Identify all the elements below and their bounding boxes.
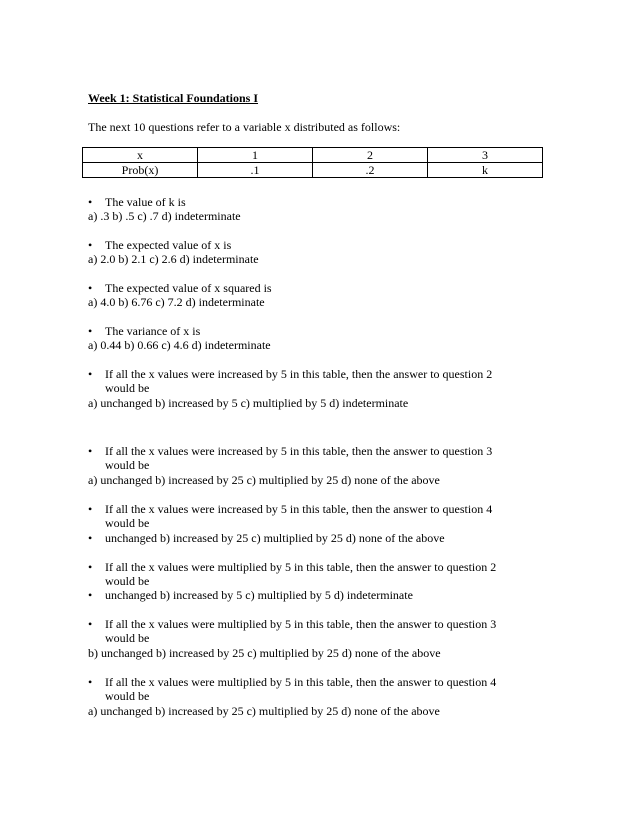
question-stem-continued: would be bbox=[105, 381, 150, 395]
question-10 bbox=[88, 675, 535, 690]
question-5 bbox=[88, 367, 535, 382]
bullet: • bbox=[88, 324, 93, 338]
answer-options: unchanged b) increased by 5 c) multiplied by 5 d) indeterminate bbox=[105, 588, 413, 602]
table-cell: 2 bbox=[313, 148, 428, 163]
table-cell: k bbox=[428, 163, 543, 178]
question-3 bbox=[88, 281, 535, 296]
question-stem: If all the x values were increased by 5 in this table, then the answer to question 2 bbox=[105, 367, 493, 381]
answer-options: a) 2.0 b) 2.1 c) 2.6 d) indeterminate bbox=[88, 252, 259, 266]
answer-options: a) 4.0 b) 6.76 c) 7.2 d) indeterminate bbox=[88, 295, 265, 309]
intro-text: The next 10 questions refer to a variable x distributed as follows: bbox=[88, 120, 401, 134]
table-cell: Prob(x) bbox=[83, 163, 198, 178]
table-cell: x bbox=[83, 148, 198, 163]
question-stem-continued: would be bbox=[105, 458, 150, 472]
question-stem: If all the x values were multiplied by 5 in this table, then the answer to question 2 bbox=[105, 560, 497, 574]
bullet: • bbox=[88, 617, 93, 631]
table-row bbox=[83, 163, 543, 178]
table-row bbox=[83, 148, 543, 163]
answer-line bbox=[88, 531, 535, 546]
question-stem: If all the x values were increased by 5 in this table, then the answer to question 3 bbox=[105, 444, 493, 458]
answer-options: a) .3 b) .5 c) .7 d) indeterminate bbox=[88, 209, 241, 223]
answer-options: a) unchanged b) increased by 25 c) multiplied by 25 d) none of the above bbox=[88, 704, 440, 718]
bullet: • bbox=[88, 502, 93, 516]
distribution-table bbox=[82, 147, 543, 178]
question-2 bbox=[88, 238, 535, 253]
question-stem-continued: would be bbox=[105, 516, 150, 530]
question-stem-continued: would be bbox=[105, 689, 150, 703]
answer-options: a) unchanged b) increased by 5 c) multiplied by 5 d) indeterminate bbox=[88, 396, 409, 410]
question-stem: If all the x values were multiplied by 5 in this table, then the answer to question 3 bbox=[105, 617, 497, 631]
bullet: • bbox=[88, 238, 93, 252]
question-stem-continued: would be bbox=[105, 631, 150, 645]
question-stem: The variance of x is bbox=[105, 324, 201, 338]
answer-options: b) unchanged b) increased by 25 c) multiplied by 25 d) none of the above bbox=[88, 646, 441, 660]
question-8 bbox=[88, 560, 535, 575]
question-9 bbox=[88, 617, 535, 632]
table-cell: 3 bbox=[428, 148, 543, 163]
bullet: • bbox=[88, 588, 93, 602]
question-stem: If all the x values were increased by 5 in this table, then the answer to question 4 bbox=[105, 502, 493, 516]
bullet: • bbox=[88, 281, 93, 295]
answer-line bbox=[88, 588, 535, 603]
table-cell: 1 bbox=[198, 148, 313, 163]
question-1 bbox=[88, 195, 535, 210]
question-stem: The expected value of x squared is bbox=[105, 281, 272, 295]
question-7 bbox=[88, 502, 535, 517]
answer-options: unchanged b) increased by 25 c) multiplied by 25 d) none of the above bbox=[105, 531, 445, 545]
bullet: • bbox=[88, 444, 93, 458]
bullet: • bbox=[88, 560, 93, 574]
table-cell: .1 bbox=[198, 163, 313, 178]
bullet: • bbox=[88, 531, 93, 545]
bullet: • bbox=[88, 675, 93, 689]
question-6 bbox=[88, 444, 535, 459]
answer-options: a) unchanged b) increased by 25 c) multiplied by 25 d) none of the above bbox=[88, 473, 440, 487]
table-cell: .2 bbox=[313, 163, 428, 178]
bullet: • bbox=[88, 195, 93, 209]
answer-options: a) 0.44 b) 0.66 c) 4.6 d) indeterminate bbox=[88, 338, 271, 352]
question-stem: The value of k is bbox=[105, 195, 186, 209]
bullet: • bbox=[88, 367, 93, 381]
question-stem: If all the x values were multiplied by 5 in this table, then the answer to question 4 bbox=[105, 675, 497, 689]
page-title: Week 1: Statistical Foundations I bbox=[88, 91, 259, 105]
question-stem-continued: would be bbox=[105, 574, 150, 588]
question-4 bbox=[88, 324, 535, 339]
question-stem: The expected value of x is bbox=[105, 238, 232, 252]
